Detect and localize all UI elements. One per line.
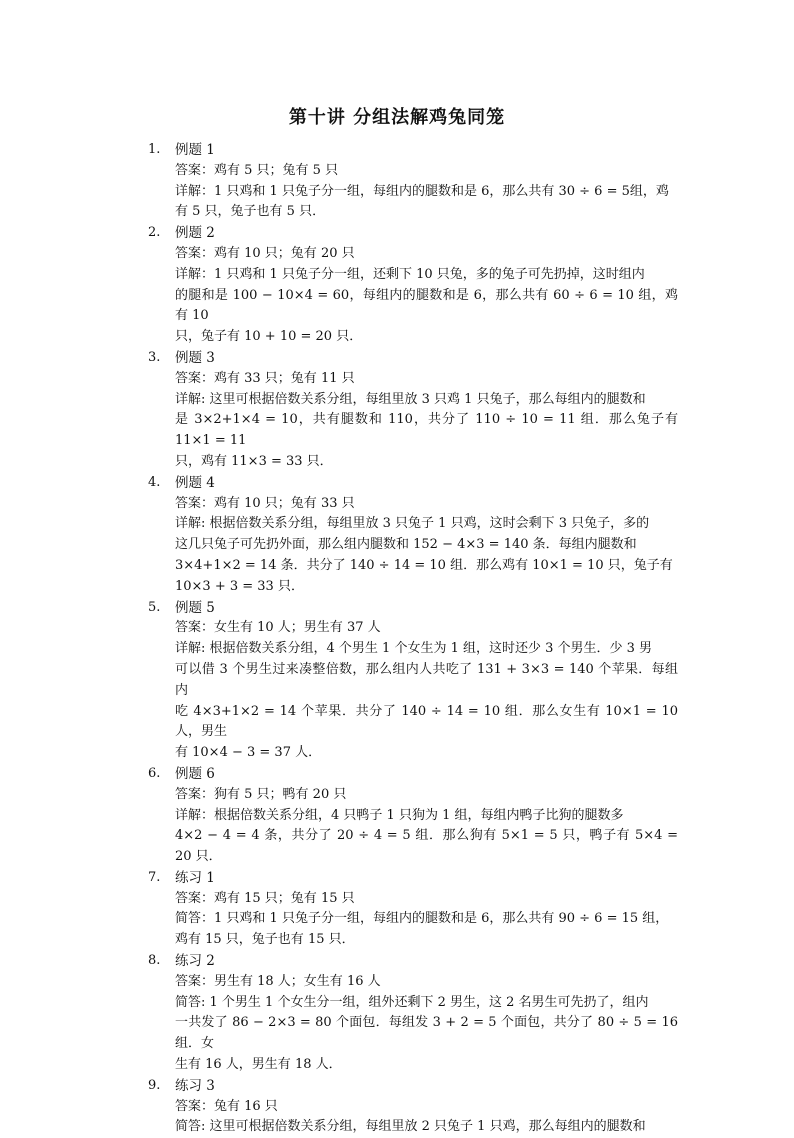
item-detail-line: 有 10×4 − 3 = 37 人． [175, 745, 322, 761]
item-answer: 答案：狗有 5 只；鸭有 20 只 [175, 786, 347, 802]
item-heading: 练习 2 [175, 953, 215, 970]
solution-list [148, 140, 683, 1138]
item-detail-line: 简答: 这里可根据倍数关系分组，每组里放 2 只兔子 1 只鸡，那么每组内的腿数和 [175, 1119, 646, 1135]
item-detail-line: 详解：1 只鸡和 1 只兔子分一组，每组内的腿数和是 6，那么共有 30 ÷ 6 = 5组，鸡 [175, 183, 669, 199]
item-detail-line: 详解：1 只鸡和 1 只兔子分一组，还剩下 10 只兔，多的兔子可先扔掉，这时组内 [175, 266, 645, 282]
item-answer: 答案：鸡有 10 只；兔有 33 只 [175, 495, 355, 511]
list-item [148, 764, 683, 868]
item-detail-line: 4×2 − 4 = 4 条，共分了 20 ÷ 4 = 5 组．那么狗有 5×1 = 5 只，鸭子有 5×4 = 20 只． [175, 828, 683, 865]
item-detail-line: 这几只兔子可先扔外面，那么组内腿数和 152 − 4×3 = 140 条．每组内腿数和 [175, 537, 637, 553]
item-number: 7. [148, 869, 161, 885]
item-number: 1. [148, 142, 161, 157]
item-detail-line: 只，兔子有 10 + 10 = 20 只． [175, 329, 363, 345]
item-detail-line: 可以借 3 个男生过来凑整倍数，那么组内人共吃了 131 + 3×3 = 140 个苹果．每组内 [175, 661, 678, 698]
item-answer: 答案：兔有 16 只 [175, 1098, 278, 1114]
item-heading: 例题 4 [175, 474, 215, 491]
list-item [148, 598, 683, 764]
item-heading: 练习 3 [175, 1077, 215, 1094]
item-answer: 答案：男生有 18 人；女生有 16 人 [175, 973, 381, 989]
item-number: 2. [148, 225, 161, 241]
item-answer: 答案：鸡有 33 只；兔有 11 只 [175, 370, 355, 386]
item-heading: 例题 5 [175, 599, 215, 616]
item-heading: 例题 3 [175, 349, 215, 366]
item-number: 6. [148, 765, 161, 781]
item-detail-line: 的腿和是 100 − 10×4 = 60，每组内的腿数和是 6，那么共有 60 ÷ 6 = 10 组，鸡有 10 [175, 287, 678, 324]
list-item [148, 140, 678, 223]
item-detail-line: 10×3 + 3 = 33 只． [175, 578, 304, 594]
item-detail-line: 3×4+1×2 = 14 条．共分了 140 ÷ 14 = 10 组．那么鸡有 10×1 = 10 只，兔子有 [175, 557, 673, 573]
item-detail-line: 详解: 这里可根据倍数关系分组，每组里放 3 只鸡 1 只兔子，那么每组内的腿数和 [175, 391, 646, 407]
item-number: 5. [148, 599, 161, 615]
page-title: 第十讲 分组法解鸡兔同笼 [288, 107, 506, 128]
list-item [148, 473, 678, 598]
item-answer: 答案：鸡有 15 只；兔有 15 只 [175, 890, 355, 906]
list-item [148, 951, 683, 1076]
item-detail-line: 简答: 1 个男生 1 个女生分一组，组外还剩下 2 男生，这 2 名男生可先扔了，组内 [175, 994, 649, 1010]
item-number: 9. [148, 1077, 161, 1093]
item-detail-line: 吃 4×3+1×2 = 14 个苹果．共分了 140 ÷ 14 = 10 组．那么女生有 10×1 = 10 人，男生 [175, 703, 683, 740]
item-answer: 答案：鸡有 10 只；兔有 20 只 [175, 245, 355, 261]
list-item [148, 868, 678, 951]
item-detail-line: 是 3×2+1×4 = 10，共有腿数和 110，共分了 110 ÷ 10 = 11 组．那么兔子有 11×1 = 11 [175, 412, 683, 449]
item-detail-line: 鸡有 15 只，兔子也有 15 只． [175, 932, 355, 948]
item-detail-line: 有 5 只，兔子也有 5 只． [175, 204, 326, 220]
item-detail-line: 详解: 根据倍数关系分组，4 个男生 1 个女生为 1 组，这时还少 3 个男生．少 3 男 [175, 641, 653, 657]
item-detail-line: 只，鸡有 11×3 = 33 只． [175, 453, 333, 469]
list-item [148, 1076, 678, 1138]
item-detail-line: 生有 16 人，男生有 18 人． [175, 1057, 342, 1073]
item-detail-line: 一共发了 86 − 2×3 = 80 个面包．每组发 3 + 2 = 5 个面包，共分了 80 ÷ 5 = 16 组．女 [175, 1015, 683, 1052]
item-heading: 练习 1 [175, 869, 215, 886]
item-heading: 例题 1 [175, 142, 215, 158]
item-number: 4. [148, 474, 161, 490]
item-heading: 例题 2 [175, 225, 215, 242]
item-detail-line: 详解: 根据倍数关系分组，每组里放 3 只兔子 1 只鸡，这时会剩下 3 只兔子，多的 [175, 516, 650, 532]
item-detail-line: 简答：1 只鸡和 1 只兔子分一组，每组内的腿数和是 6，那么共有 90 ÷ 6 = 15 组， [175, 911, 669, 927]
list-item [148, 348, 683, 473]
item-detail-line: 详解：根据倍数关系分组，4 只鸭子 1 只狗为 1 组，每组内鸭子比狗的腿数多 [175, 807, 624, 823]
item-answer: 答案：女生有 10 人；男生有 37 人 [175, 620, 381, 636]
item-heading: 例题 6 [175, 765, 215, 782]
item-answer: 答案：鸡有 5 只；兔有 5 只 [175, 162, 339, 178]
list-item [148, 223, 678, 348]
item-number: 8. [148, 953, 161, 969]
item-number: 3. [148, 349, 161, 365]
